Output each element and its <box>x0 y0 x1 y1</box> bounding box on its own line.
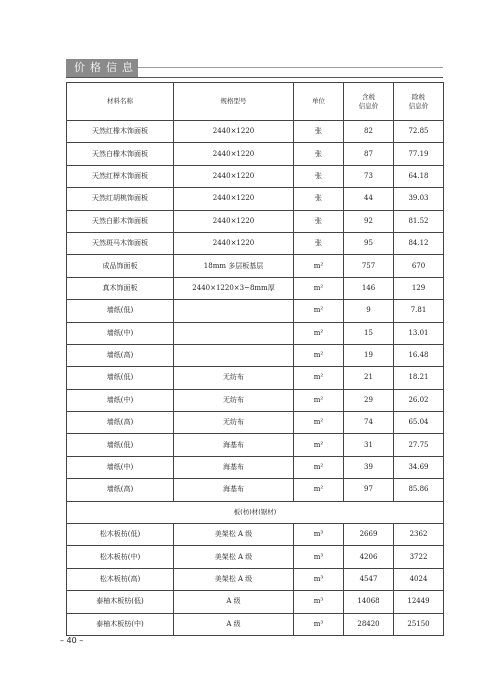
cell-price-notax: 13.01 <box>394 322 444 344</box>
cell-price-notax: 12449 <box>394 591 444 613</box>
cell-unit: m³ <box>294 613 344 635</box>
table-row <box>67 300 444 322</box>
table-row <box>67 456 444 478</box>
cell-unit: m² <box>294 344 344 366</box>
cell-unit: m² <box>294 322 344 344</box>
cell-spec: 2440×1220×3~8mm厚 <box>174 277 294 299</box>
cell-spec: 美架松 A 级 <box>174 524 294 546</box>
cell-spec: 海基布 <box>174 479 294 501</box>
cell-price-tax: 82 <box>344 121 394 143</box>
cell-spec: 美架松 A 级 <box>174 568 294 590</box>
cell-price-tax: 39 <box>344 456 394 478</box>
cell-price-notax: 18.21 <box>394 367 444 389</box>
header-price-with-tax: 含税 信息价 <box>344 83 394 121</box>
cell-unit: 张 <box>294 121 344 143</box>
cell-price-tax: 2669 <box>344 524 394 546</box>
cell-price-notax: 7.81 <box>394 300 444 322</box>
cell-name: 成品饰面板 <box>67 255 174 277</box>
table-row <box>67 344 444 366</box>
cell-name: 松木板枋(高) <box>67 568 174 590</box>
table-row <box>67 412 444 434</box>
cell-price-notax: 85.86 <box>394 479 444 501</box>
cell-spec <box>174 322 294 344</box>
cell-unit: 张 <box>294 188 344 210</box>
cell-price-notax: 72.85 <box>394 121 444 143</box>
cell-price-tax: 95 <box>344 232 394 254</box>
cell-name: 天然白橡木饰面板 <box>67 143 174 165</box>
cell-spec: 2440×1220 <box>174 210 294 232</box>
table-row <box>67 434 444 456</box>
cell-price-notax: 27.75 <box>394 434 444 456</box>
cell-unit: 张 <box>294 210 344 232</box>
table-row <box>67 367 444 389</box>
cell-spec: 2440×1220 <box>174 121 294 143</box>
cell-unit: 张 <box>294 143 344 165</box>
cell-price-tax: 31 <box>344 434 394 456</box>
cell-price-notax: 25150 <box>394 613 444 635</box>
table-row <box>67 546 444 568</box>
cell-unit: m³ <box>294 524 344 546</box>
cell-unit: m² <box>294 412 344 434</box>
cell-unit: m² <box>294 367 344 389</box>
price-table <box>66 82 444 636</box>
cell-price-notax: 3722 <box>394 546 444 568</box>
table-row <box>67 210 444 232</box>
cell-spec: 2440×1220 <box>174 188 294 210</box>
cell-price-tax: 28420 <box>344 613 394 635</box>
cell-spec: 18mm 多层板基层 <box>174 255 294 277</box>
cell-price-tax: 757 <box>344 255 394 277</box>
cell-price-notax: 39.03 <box>394 188 444 210</box>
cell-price-tax: 97 <box>344 479 394 501</box>
table-row <box>67 591 444 613</box>
cell-price-notax: 64.18 <box>394 165 444 187</box>
cell-name: 墙纸(低) <box>67 300 174 322</box>
cell-unit: m² <box>294 389 344 411</box>
cell-price-tax: 4206 <box>344 546 394 568</box>
cell-price-tax: 87 <box>344 143 394 165</box>
cell-name: 天然红榉木饰面板 <box>67 165 174 187</box>
cell-spec: 无纺布 <box>174 389 294 411</box>
cell-price-tax: 9 <box>344 300 394 322</box>
cell-price-tax: 146 <box>344 277 394 299</box>
cell-name: 天然斑马木饰面板 <box>67 232 174 254</box>
cell-spec <box>174 300 294 322</box>
table-row <box>67 322 444 344</box>
header-spec: 规格型号 <box>174 83 294 121</box>
cell-name: 墙纸(低) <box>67 367 174 389</box>
cell-unit: m³ <box>294 546 344 568</box>
cell-name: 天然白影木饰面板 <box>67 210 174 232</box>
cell-price-tax: 73 <box>344 165 394 187</box>
cell-unit: m³ <box>294 568 344 590</box>
cell-price-notax: 670 <box>394 255 444 277</box>
cell-price-notax: 81.52 <box>394 210 444 232</box>
cell-unit: m² <box>294 479 344 501</box>
cell-spec: 海基布 <box>174 434 294 456</box>
cell-price-notax: 34.69 <box>394 456 444 478</box>
cell-price-notax: 129 <box>394 277 444 299</box>
cell-price-tax: 14068 <box>344 591 394 613</box>
cell-unit: 张 <box>294 165 344 187</box>
table-row <box>67 524 444 546</box>
cell-price-tax: 21 <box>344 367 394 389</box>
table-row <box>67 479 444 501</box>
cell-unit: 张 <box>294 232 344 254</box>
cell-price-notax: 4024 <box>394 568 444 590</box>
cell-name: 泰柚木板枋(中) <box>67 613 174 635</box>
cell-name: 墙纸(高) <box>67 344 174 366</box>
cell-unit: m² <box>294 300 344 322</box>
table-row <box>67 613 444 635</box>
table-row <box>67 165 444 187</box>
cell-spec: 2440×1220 <box>174 165 294 187</box>
cell-spec: 无纺布 <box>174 367 294 389</box>
cell-name: 墙纸(低) <box>67 434 174 456</box>
section-title: 价格信息 <box>66 59 138 77</box>
table-row <box>67 143 444 165</box>
cell-spec: 无纺布 <box>174 412 294 434</box>
cell-spec: 2440×1220 <box>174 232 294 254</box>
cell-price-tax: 74 <box>344 412 394 434</box>
cell-price-notax: 26.02 <box>394 389 444 411</box>
cell-name: 天然红橡木饰面板 <box>67 121 174 143</box>
header-divider-line <box>138 67 443 68</box>
cell-unit: m² <box>294 277 344 299</box>
cell-name: 真木饰面板 <box>67 277 174 299</box>
cell-name: 墙纸(中) <box>67 389 174 411</box>
cell-name: 墙纸(高) <box>67 412 174 434</box>
page-number: – 40 – <box>60 636 84 645</box>
section-label: 板(枋)材(锯材) <box>67 501 444 523</box>
table-row <box>67 277 444 299</box>
cell-price-tax: 15 <box>344 322 394 344</box>
cell-unit: m² <box>294 434 344 456</box>
cell-spec <box>174 344 294 366</box>
cell-price-notax: 84.12 <box>394 232 444 254</box>
header-price-without-tax: 除税 信息价 <box>394 83 444 121</box>
table-header-row <box>67 83 444 121</box>
cell-price-tax: 19 <box>344 344 394 366</box>
cell-price-notax: 65.04 <box>394 412 444 434</box>
cell-name: 松木板枋(低) <box>67 524 174 546</box>
cell-unit: m² <box>294 456 344 478</box>
table-row <box>67 255 444 277</box>
cell-name: 墙纸(高) <box>67 479 174 501</box>
cell-spec: 2440×1220 <box>174 143 294 165</box>
header-underline <box>66 77 443 78</box>
cell-price-notax: 16.48 <box>394 344 444 366</box>
cell-name: 松木板枋(中) <box>67 546 174 568</box>
table-row <box>67 568 444 590</box>
cell-unit: m² <box>294 255 344 277</box>
cell-price-tax: 44 <box>344 188 394 210</box>
cell-name: 天然红胡桃饰面板 <box>67 188 174 210</box>
cell-price-tax: 92 <box>344 210 394 232</box>
cell-name: 泰柚木板枋(低) <box>67 591 174 613</box>
cell-price-notax: 2362 <box>394 524 444 546</box>
cell-spec: 美架松 A 级 <box>174 546 294 568</box>
cell-name: 墙纸(中) <box>67 322 174 344</box>
header-material-name: 材料名称 <box>67 83 174 121</box>
table-row <box>67 121 444 143</box>
section-row <box>67 501 444 523</box>
cell-price-notax: 77.19 <box>394 143 444 165</box>
cell-spec: 海基布 <box>174 456 294 478</box>
cell-name: 墙纸(中) <box>67 456 174 478</box>
table-row <box>67 188 444 210</box>
table-row <box>67 389 444 411</box>
cell-price-tax: 4547 <box>344 568 394 590</box>
cell-spec: A 级 <box>174 591 294 613</box>
cell-spec: A 级 <box>174 613 294 635</box>
cell-price-tax: 29 <box>344 389 394 411</box>
table-row <box>67 232 444 254</box>
cell-unit: m³ <box>294 591 344 613</box>
header-unit: 单位 <box>294 83 344 121</box>
